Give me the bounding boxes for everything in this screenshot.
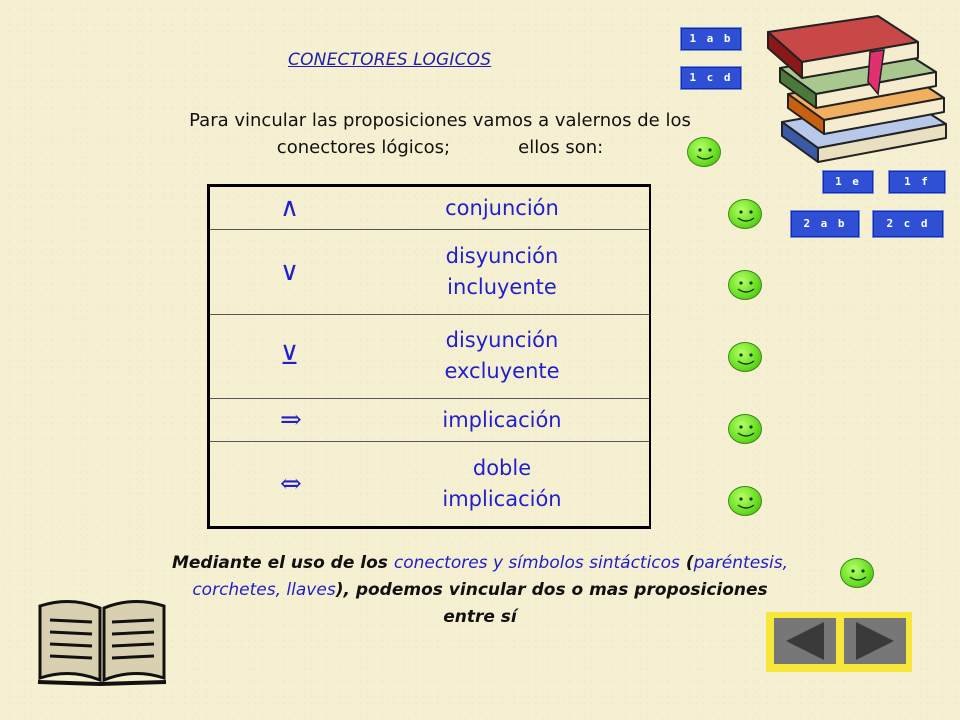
connector-symbol: ∨	[209, 230, 376, 314]
table-row	[209, 442, 651, 528]
connector-name	[375, 442, 650, 528]
open-book-icon[interactable]	[36, 596, 168, 690]
connector-name-line: implicación	[442, 407, 562, 432]
nav-button-1f[interactable]: 1 f	[888, 170, 946, 194]
connector-name	[375, 314, 650, 398]
footer-highlight-2: paréntesis, corchetes, llaves	[192, 553, 789, 600]
connector-name	[375, 399, 650, 442]
table-row	[209, 399, 651, 442]
table-row	[209, 230, 651, 314]
connector-symbol: ⇒	[209, 399, 376, 442]
smiley-icon[interactable]	[728, 270, 762, 300]
intro-text	[130, 107, 750, 161]
smiley-icon[interactable]	[840, 558, 874, 588]
arrow-right-icon	[844, 618, 906, 664]
table-row	[209, 186, 651, 230]
connector-name	[375, 230, 650, 314]
connector-symbol: ⊻	[209, 314, 376, 398]
connector-symbol: ∧	[209, 186, 376, 230]
nav-button-1cd[interactable]: 1 c d	[680, 66, 742, 90]
smiley-icon[interactable]	[728, 342, 762, 372]
nav-button-2cd[interactable]: 2 c d	[872, 210, 944, 238]
intro-line-1: Para vincular las proposiciones vamos a valernos de los	[189, 110, 691, 131]
connector-name-line: doble	[472, 456, 532, 481]
connector-name-line: conjunción	[445, 195, 559, 220]
arrow-left-icon	[774, 618, 836, 664]
connectors-table	[207, 184, 651, 529]
table-row	[209, 314, 651, 398]
footer-highlight-1: conectores y símbolos sintácticos	[393, 553, 680, 573]
nav-button-1e[interactable]: 1 e	[822, 170, 874, 194]
footer-part-3: (	[679, 553, 694, 573]
intro-line-2a: conectores lógicos;	[276, 137, 451, 158]
smiley-icon[interactable]	[687, 137, 721, 167]
nav-button-1ab[interactable]: 1 a b	[680, 27, 742, 51]
navigation-panel	[766, 612, 912, 672]
next-button[interactable]	[844, 618, 906, 664]
intro-line-2b: ellos son:	[518, 137, 604, 158]
smiley-icon[interactable]	[728, 414, 762, 444]
connector-name-line: disyunción	[445, 328, 559, 353]
nav-button-2ab[interactable]: 2 a b	[790, 210, 860, 238]
footer-text	[170, 550, 790, 631]
page-title: CONECTORES LOGICOS	[288, 50, 492, 70]
connector-symbol: ⇔	[209, 442, 376, 528]
smiley-icon[interactable]	[728, 486, 762, 516]
previous-button[interactable]	[774, 618, 836, 664]
connector-name-line: excluyente	[444, 359, 560, 384]
connector-name-line: disyunción	[445, 243, 559, 268]
footer-part-1: Mediante el uso de los	[171, 553, 394, 573]
connector-name-line: incluyente	[447, 274, 557, 299]
connector-name	[375, 186, 650, 230]
smiley-icon[interactable]	[728, 199, 762, 229]
connector-name-line: implicación	[442, 487, 562, 512]
footer-part-5: ), podemos vincular dos o mas proposiciones entre sí	[335, 580, 768, 627]
books-stack-icon	[758, 12, 954, 172]
